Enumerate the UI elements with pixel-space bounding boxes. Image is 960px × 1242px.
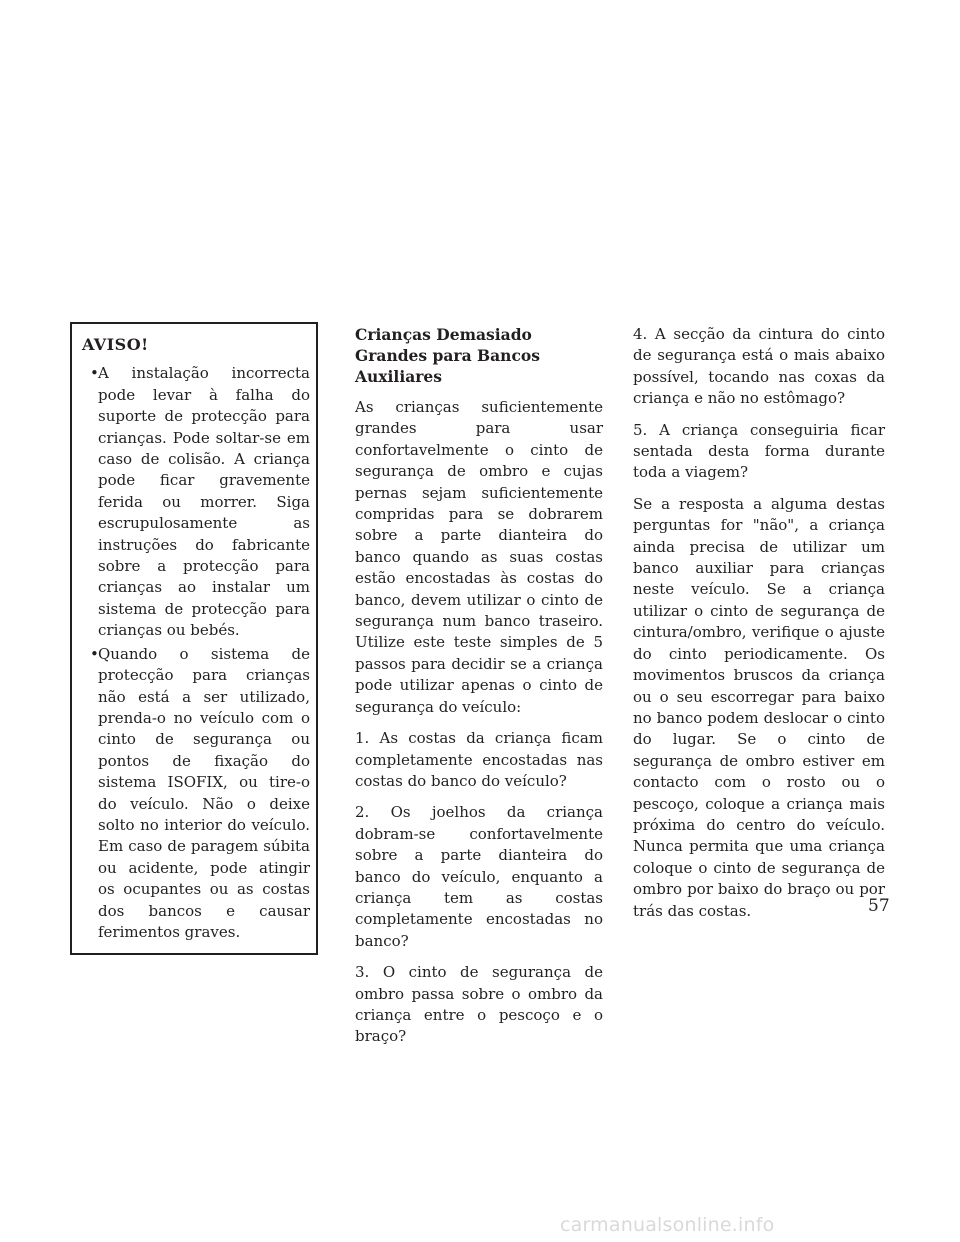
warning-item: •A instalação incorrecta pode levar à falha do suporte de protecção para crianças. Pode soltar-se em caso de colisão. A criança pode ficar gravemente ferida ou morrer. Siga escrupulosamente as instruções do fabricante sobre a protecção para crianças ao instalar um sistema de protecção para crianças ou bebés.	[90, 364, 310, 640]
right-column	[633, 324, 885, 932]
section-heading: Crianças Demasiado Grandes para Bancos Auxiliares	[355, 325, 540, 386]
step-4: 4. A secção da cintura do cinto de segurança está o mais abaixo possível, tocando nas coxas da criança e não no estômago?	[633, 325, 885, 408]
bullet-icon: •	[90, 364, 99, 383]
left-column	[70, 322, 318, 955]
warning-box	[70, 322, 318, 955]
step-1: 1. As costas da criança ficam completamente encostadas nas costas do banco do veículo?	[355, 729, 603, 790]
middle-column	[355, 324, 603, 1058]
page-number: 57	[868, 896, 890, 916]
intro-paragraph: As crianças suficientemente grandes para usar confortavelmente o cinto de segurança de ombro e cujas pernas sejam suficientemente compridas para se dobrarem sobre a parte dianteira do banco quando as suas costas estão encostadas às costas do banco, devem utilizar o cinto de segurança num banco traseiro. Utilize este teste simples de 5 passos para decidir se a criança pode utilizar apenas o cinto de segurança do veículo:	[355, 398, 603, 716]
conclusion-paragraph: Se a resposta a alguma destas perguntas for "não", a criança ainda precisa de utilizar um banco auxiliar para crianças neste veículo. Se a criança utilizar o cinto de segurança de cintura/ombro, verifique o ajuste do cinto periodicamente. Os movimentos bruscos da criança ou o seu escorregar para baixo no banco podem deslocar o cinto do lugar. Se o cinto de segurança de ombro estiver em contacto com o rosto ou o pescoço, coloque a criança mais próxima do centro do veículo. Nunca permita que uma criança coloque o cinto de segurança de ombro por baixo do braço ou por trás das costas.	[633, 494, 885, 920]
warning-item: •Quando o sistema de protecção para crianças não está a ser utilizado, prenda-o no veículo com o cinto de segurança ou pontos de fixação do sistema ISOFIX, ou tire-o do veículo. Não o deixe solto no interior do veículo. Em caso de paragem súbita ou acidente, pode atingir os ocupantes ou as costas dos bancos e causar ferimentos graves.	[90, 644, 310, 941]
warning-title: AVISO!	[82, 335, 149, 354]
bullet-icon: •	[90, 644, 99, 663]
step-3: 3. O cinto de segurança de ombro passa sobre o ombro da criança entre o pescoço e o braço?	[355, 963, 603, 1046]
warning-list	[80, 363, 310, 943]
watermark: carmanualsonline.info	[560, 1214, 775, 1236]
step-2: 2. Os joelhos da criança dobram-se confortavelmente sobre a parte dianteira do banco do veículo, enquanto a criança tem as costas completamente encostadas no banco?	[355, 803, 603, 950]
step-5: 5. A criança conseguiria ficar sentada desta forma durante toda a viagem?	[633, 420, 885, 482]
